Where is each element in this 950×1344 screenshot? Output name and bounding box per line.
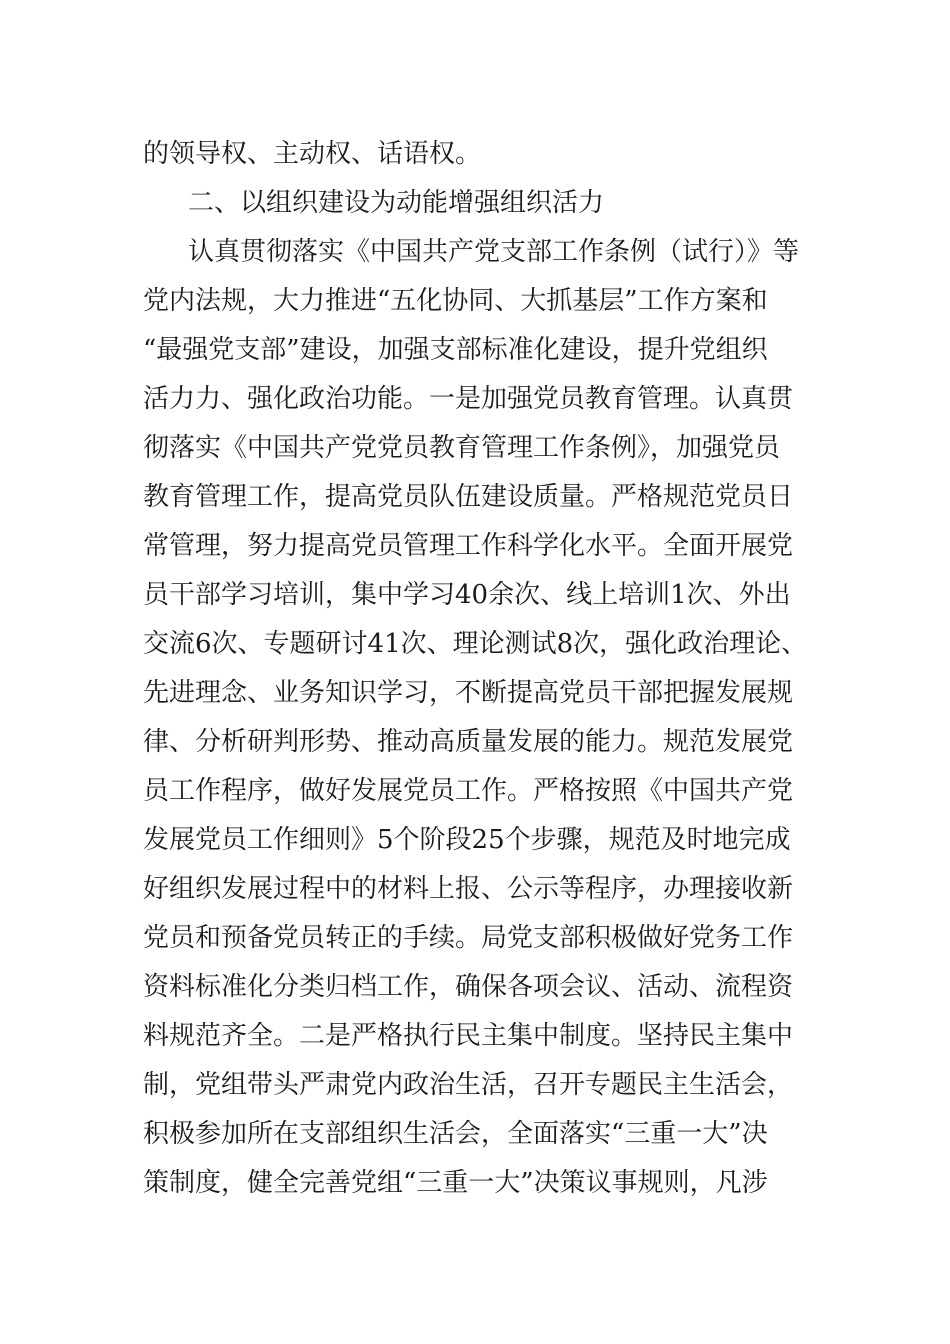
- text-line-17: 党员和预备党员转正的手续。局党支部积极做好党务工作: [143, 923, 794, 953]
- text-line-14: 员工作程序，做好发展党员工作。严格按照《中国共产党: [143, 776, 794, 806]
- text-line-21: 积极参加所在支部组织生活会，全面落实“三重一大”决: [143, 1119, 768, 1149]
- text-line-4: 党内法规，大力推进“五化协同、大抓基层”工作方案和: [143, 286, 768, 316]
- text-line-7: 彻落实《中国共产党党员教育管理工作条例》，加强党员: [143, 433, 781, 463]
- text-line-12: 先进理念、业务知识学习，不断提高党员干部把握发展规: [143, 678, 794, 708]
- text-line-20: 制，党组带头严肃党内政治生活，召开专题民主生活会，: [143, 1070, 794, 1100]
- text-line-18: 资料标准化分类归档工作，确保各项会议、活动、流程资: [143, 972, 794, 1002]
- text-line-5: “最强党支部”建设，加强支部标准化建设，提升党组织: [143, 335, 768, 365]
- text-line-8: 教育管理工作，提高党员队伍建设质量。严格规范党员日: [143, 482, 794, 512]
- text-line-1: 的领导权、主动权、话语权。: [143, 139, 482, 169]
- text-line-3: 认真贯彻落实《中国共产党支部工作条例（试行）》等: [188, 237, 800, 267]
- text-line-9: 常管理，努力提高党员管理工作科学化水平。全面开展党: [143, 531, 794, 561]
- text-line-11: 交流6次、专题研讨41次、理论测试8次，强化政治理论、: [143, 629, 808, 659]
- text-line-15: 发展党员工作细则》5个阶段25个步骤，规范及时地完成: [143, 825, 791, 855]
- text-line-6: 活力力、强化政治功能。一是加强党员教育管理。认真贯: [143, 384, 794, 414]
- text-line-13: 律、分析研判形势、推动高质量发展的能力。规范发展党: [143, 727, 794, 757]
- text-line-19: 料规范齐全。二是严格执行民主集中制度。坚持民主集中: [143, 1021, 794, 1051]
- section-heading: 二、以组织建设为动能增强组织活力: [188, 188, 605, 218]
- text-line-22: 策制度，健全完善党组“三重一大”决策议事规则，凡涉: [143, 1168, 768, 1198]
- text-line-10: 员干部学习培训，集中学习40余次、线上培训1次、外出: [143, 580, 791, 610]
- text-line-16: 好组织发展过程中的材料上报、公示等程序，办理接收新: [143, 874, 794, 904]
